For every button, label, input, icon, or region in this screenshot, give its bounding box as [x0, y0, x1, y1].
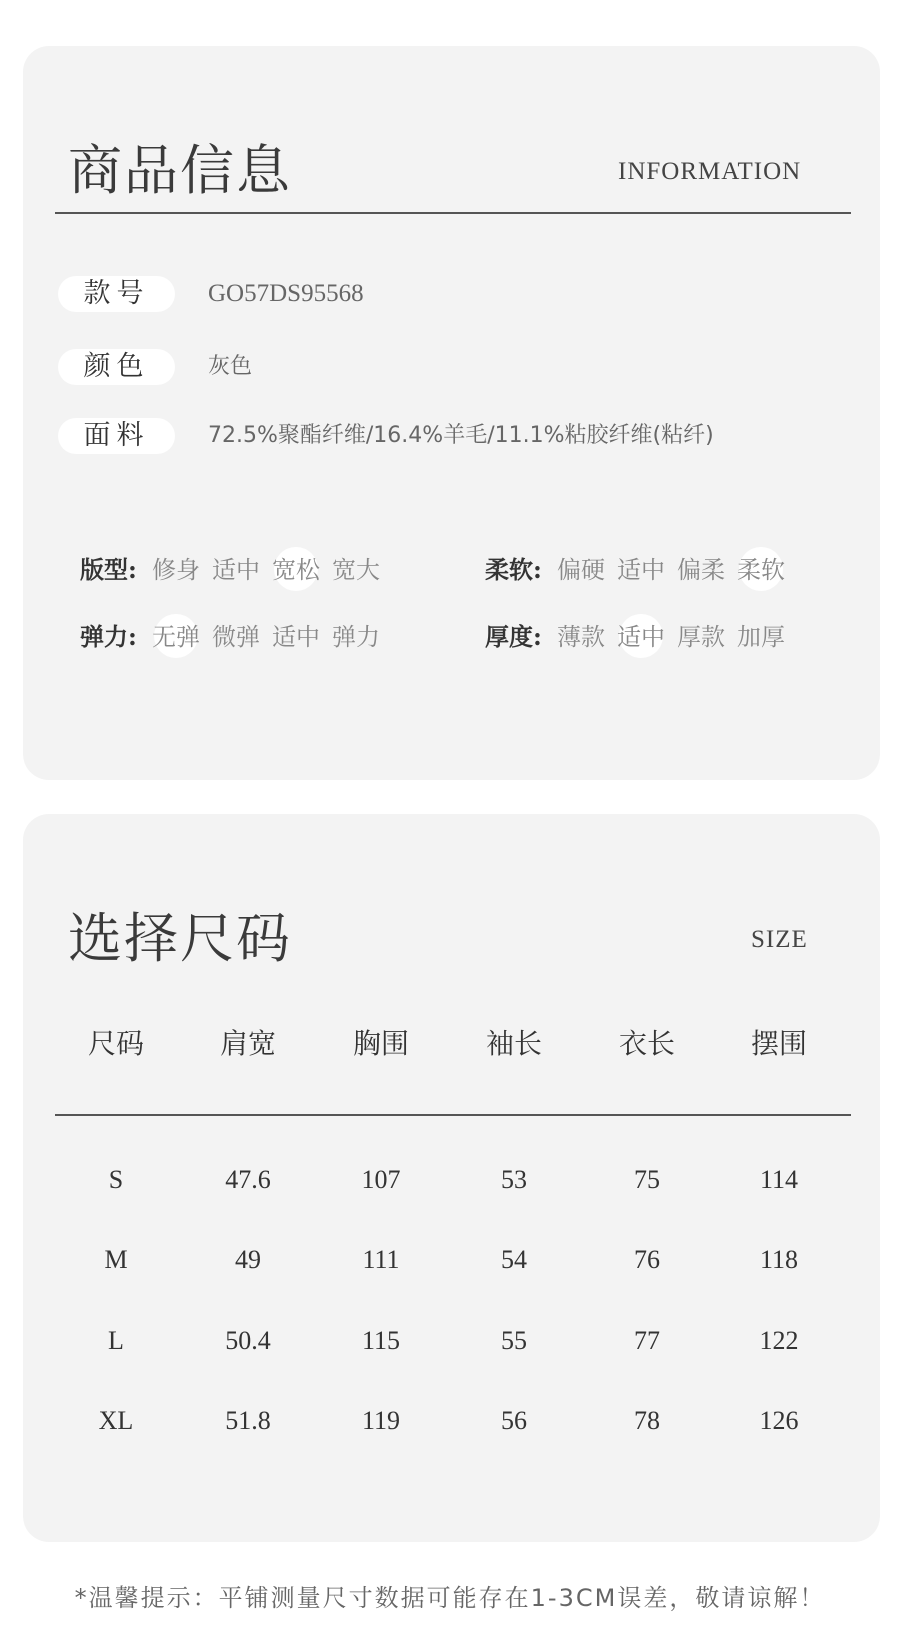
size-title: 选择尺码: [68, 907, 292, 970]
size-cell: 111: [362, 1245, 400, 1274]
size-cell: 50.4: [225, 1326, 271, 1355]
size-cell: 53: [501, 1165, 527, 1194]
size-table-divider: [55, 1114, 851, 1116]
attr-fit-option: 修身: [152, 556, 200, 584]
attr-fit-label: 版型:: [80, 555, 137, 584]
size-cell: 75: [634, 1165, 660, 1194]
info-divider: [55, 212, 851, 214]
attr-elasticity-option: 微弹: [212, 623, 260, 651]
attr-fit-option-selected: 宽松: [272, 548, 320, 592]
info-title: 商品信息: [68, 139, 292, 202]
attr-fit-option: 适中: [212, 556, 260, 584]
attr-thickness-option: 加厚: [737, 623, 785, 651]
attr-softness-label: 柔软:: [485, 555, 542, 584]
info-subtitle: INFORMATION: [618, 158, 802, 185]
size-cell: 76: [634, 1245, 660, 1274]
size-cell: L: [108, 1326, 124, 1355]
size-header-cell: 胸围: [352, 1027, 409, 1060]
size-cell: M: [104, 1245, 128, 1274]
attr-thickness-option: 薄款: [557, 623, 605, 651]
attr-thickness-option: 厚款: [677, 623, 725, 651]
size-cell: 56: [501, 1406, 527, 1435]
size-header-cell: 尺码: [87, 1027, 144, 1060]
size-cell: 118: [759, 1245, 799, 1274]
attr-thickness-option-selected: 适中: [617, 615, 665, 659]
attr-softness-option: 适中: [617, 556, 665, 584]
attr-elasticity-option: 适中: [272, 623, 320, 651]
fabric-label: 面料: [58, 418, 175, 454]
size-cell: 78: [634, 1406, 660, 1435]
attr-softness-option-selected: 柔软: [737, 548, 785, 592]
size-header-cell: 摆围: [750, 1027, 807, 1060]
measurement-disclaimer: *温馨提示：平铺测量尺寸数据可能存在1-3CM误差，敬请谅解！: [74, 1584, 826, 1612]
size-cell: S: [108, 1165, 124, 1194]
size-cell: 115: [361, 1326, 401, 1355]
style-number-value: GO57DS95568: [208, 280, 364, 307]
size-chart-card: [23, 814, 880, 1542]
size-cell: 126: [759, 1406, 799, 1435]
size-cell: 114: [759, 1165, 799, 1194]
attr-softness-option: 偏硬: [557, 556, 605, 584]
size-cell: 77: [634, 1326, 660, 1355]
style-number-label: 款号: [58, 276, 175, 312]
attr-fit-option: 宽大: [332, 556, 380, 584]
color-label: 颜色: [58, 349, 175, 385]
size-cell: 49: [235, 1245, 261, 1274]
size-cell: 54: [501, 1245, 527, 1274]
size-cell: XL: [98, 1406, 134, 1435]
product-info-card: [23, 46, 880, 780]
size-header-cell: 肩宽: [219, 1027, 276, 1060]
size-header-cell: 袖长: [485, 1027, 542, 1060]
color-value: 灰色: [208, 354, 253, 379]
fabric-value: 72.5%聚酯纤维/16.4%羊毛/11.1%粘胶纤维(粘纤): [208, 423, 714, 448]
attr-elasticity-label: 弹力:: [80, 622, 137, 651]
size-cell: 51.8: [225, 1406, 271, 1435]
attr-elasticity-option-selected: 无弹: [152, 615, 200, 659]
attr-elasticity-option: 弹力: [332, 623, 380, 651]
attr-thickness-label: 厚度:: [485, 622, 542, 651]
size-cell: 107: [361, 1165, 401, 1194]
attr-softness-option: 偏柔: [677, 556, 725, 584]
size-subtitle: SIZE: [751, 926, 808, 953]
size-cell: 122: [759, 1326, 799, 1355]
size-cell: 55: [501, 1326, 527, 1355]
size-cell: 119: [361, 1406, 401, 1435]
size-cell: 47.6: [225, 1165, 271, 1194]
size-header-cell: 衣长: [618, 1027, 675, 1060]
